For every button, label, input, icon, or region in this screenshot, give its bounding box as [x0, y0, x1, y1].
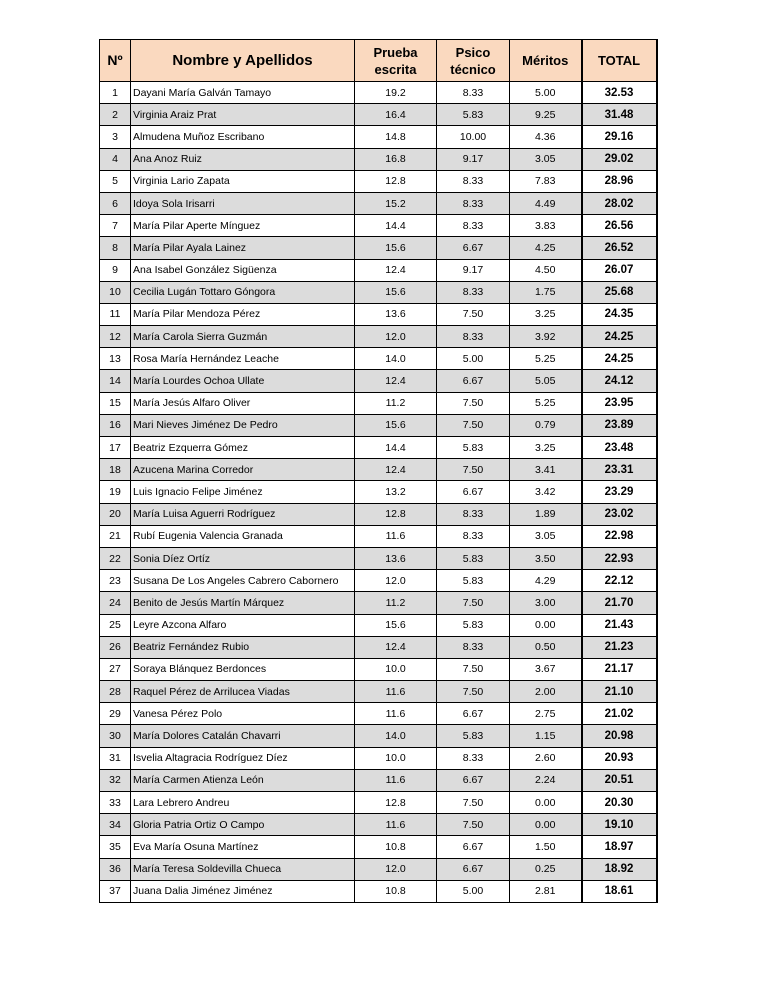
table-body	[100, 82, 657, 903]
written-score: 10.0	[355, 658, 437, 680]
candidate-name: Susana De Los Angeles Cabrero Cabornero	[131, 570, 355, 592]
merits-score: 3.83	[510, 215, 582, 237]
total-score: 20.51	[582, 769, 657, 791]
table-row	[100, 104, 657, 126]
row-number: 20	[100, 503, 131, 525]
psycho-score: 8.33	[437, 192, 510, 214]
written-score: 12.8	[355, 170, 437, 192]
row-number: 13	[100, 348, 131, 370]
written-score: 14.8	[355, 126, 437, 148]
header-name: Nombre y Apellidos	[131, 40, 355, 82]
row-number: 23	[100, 570, 131, 592]
merits-score: 3.25	[510, 303, 582, 325]
candidate-name: Virginia Araiz Prat	[131, 104, 355, 126]
table-row	[100, 525, 657, 547]
written-score: 11.6	[355, 525, 437, 547]
total-score: 24.25	[582, 326, 657, 348]
merits-score: 0.00	[510, 814, 582, 836]
table-row	[100, 392, 657, 414]
written-score: 12.8	[355, 792, 437, 814]
written-score: 11.6	[355, 769, 437, 791]
table-row	[100, 437, 657, 459]
psycho-score: 6.67	[437, 703, 510, 725]
psycho-score: 8.33	[437, 170, 510, 192]
psycho-score: 8.33	[437, 326, 510, 348]
psycho-score: 7.50	[437, 414, 510, 436]
candidate-name: María Lourdes Ochoa Ullate	[131, 370, 355, 392]
candidate-name: Sonia Díez Ortíz	[131, 547, 355, 569]
merits-score: 0.00	[510, 792, 582, 814]
merits-score: 3.05	[510, 525, 582, 547]
written-score: 13.6	[355, 303, 437, 325]
written-score: 11.6	[355, 703, 437, 725]
psycho-score: 5.83	[437, 104, 510, 126]
total-score: 26.52	[582, 237, 657, 259]
psycho-score: 7.50	[437, 592, 510, 614]
candidate-name: Luis Ignacio Felipe Jiménez	[131, 481, 355, 503]
merits-score: 4.25	[510, 237, 582, 259]
row-number: 7	[100, 215, 131, 237]
merits-score: 5.05	[510, 370, 582, 392]
written-score: 19.2	[355, 82, 437, 104]
psycho-score: 6.67	[437, 370, 510, 392]
table-row	[100, 547, 657, 569]
total-score: 28.02	[582, 192, 657, 214]
candidate-name: Virginia Lario Zapata	[131, 170, 355, 192]
merits-score: 4.36	[510, 126, 582, 148]
psycho-score: 8.33	[437, 503, 510, 525]
merits-score: 1.89	[510, 503, 582, 525]
table-row	[100, 281, 657, 303]
total-score: 22.98	[582, 525, 657, 547]
row-number: 3	[100, 126, 131, 148]
header-written-line1: Prueba	[373, 44, 418, 60]
total-score: 26.56	[582, 215, 657, 237]
total-score: 21.43	[582, 614, 657, 636]
row-number: 30	[100, 725, 131, 747]
table-row	[100, 725, 657, 747]
candidate-name: Mari Nieves Jiménez De Pedro	[131, 414, 355, 436]
candidate-name: Vanesa Pérez Polo	[131, 703, 355, 725]
total-score: 28.96	[582, 170, 657, 192]
table-row	[100, 858, 657, 880]
merits-score: 0.50	[510, 636, 582, 658]
total-score: 19.10	[582, 814, 657, 836]
psycho-score: 8.33	[437, 747, 510, 769]
table-row	[100, 703, 657, 725]
table-row	[100, 459, 657, 481]
table-row	[100, 481, 657, 503]
merits-score: 1.15	[510, 725, 582, 747]
candidate-name: Cecilia Lugán Tottaro Góngora	[131, 281, 355, 303]
psycho-score: 10.00	[437, 126, 510, 148]
psycho-score: 6.67	[437, 769, 510, 791]
row-number: 19	[100, 481, 131, 503]
total-score: 23.31	[582, 459, 657, 481]
written-score: 11.6	[355, 814, 437, 836]
merits-score: 0.00	[510, 614, 582, 636]
row-number: 5	[100, 170, 131, 192]
candidate-name: María Carola Sierra Guzmán	[131, 326, 355, 348]
psycho-score: 5.83	[437, 725, 510, 747]
psycho-score: 8.33	[437, 281, 510, 303]
total-score: 24.12	[582, 370, 657, 392]
merits-score: 2.00	[510, 681, 582, 703]
written-score: 12.0	[355, 326, 437, 348]
written-score: 15.6	[355, 414, 437, 436]
merits-score: 3.42	[510, 481, 582, 503]
candidate-name: Isvelia Altagracia Rodríguez Díez	[131, 747, 355, 769]
merits-score: 1.50	[510, 836, 582, 858]
written-score: 13.2	[355, 481, 437, 503]
table-row	[100, 215, 657, 237]
total-score: 21.23	[582, 636, 657, 658]
table-row	[100, 503, 657, 525]
candidate-name: Azucena Marina Corredor	[131, 459, 355, 481]
total-score: 29.16	[582, 126, 657, 148]
written-score: 10.8	[355, 836, 437, 858]
merits-score: 2.75	[510, 703, 582, 725]
header-written-test	[355, 40, 437, 82]
row-number: 8	[100, 237, 131, 259]
row-number: 37	[100, 880, 131, 902]
candidate-name: Lara Lebrero Andreu	[131, 792, 355, 814]
merits-score: 7.83	[510, 170, 582, 192]
written-score: 15.6	[355, 237, 437, 259]
written-score: 12.4	[355, 259, 437, 281]
candidate-name: María Jesús Alfaro Oliver	[131, 392, 355, 414]
header-written-line2: escrita	[374, 61, 417, 77]
header-psycho-line2: técnico	[450, 61, 496, 77]
table-row	[100, 747, 657, 769]
merits-score: 5.25	[510, 348, 582, 370]
candidate-name: Gloria Patria Ortiz O Campo	[131, 814, 355, 836]
candidate-name: María Dolores Catalán Chavarri	[131, 725, 355, 747]
psycho-score: 5.83	[437, 570, 510, 592]
table-row	[100, 814, 657, 836]
table-row	[100, 326, 657, 348]
psycho-score: 8.33	[437, 215, 510, 237]
written-score: 12.4	[355, 459, 437, 481]
psycho-score: 8.33	[437, 636, 510, 658]
row-number: 1	[100, 82, 131, 104]
total-score: 22.93	[582, 547, 657, 569]
total-score: 20.30	[582, 792, 657, 814]
merits-score: 2.24	[510, 769, 582, 791]
written-score: 11.6	[355, 681, 437, 703]
row-number: 9	[100, 259, 131, 281]
row-number: 18	[100, 459, 131, 481]
total-score: 23.02	[582, 503, 657, 525]
row-number: 11	[100, 303, 131, 325]
row-number: 26	[100, 636, 131, 658]
psycho-score: 7.50	[437, 392, 510, 414]
written-score: 12.4	[355, 370, 437, 392]
psycho-score: 7.50	[437, 681, 510, 703]
written-score: 16.8	[355, 148, 437, 170]
psycho-score: 9.17	[437, 148, 510, 170]
written-score: 12.8	[355, 503, 437, 525]
row-number: 29	[100, 703, 131, 725]
candidate-name: Beatriz Fernández Rubio	[131, 636, 355, 658]
results-table	[99, 39, 658, 903]
merits-score: 3.50	[510, 547, 582, 569]
header-row	[100, 40, 657, 82]
psycho-score: 6.67	[437, 237, 510, 259]
candidate-name: Eva María Osuna Martínez	[131, 836, 355, 858]
psycho-score: 9.17	[437, 259, 510, 281]
candidate-name: María Pilar Mendoza Pérez	[131, 303, 355, 325]
candidate-name: Ana Isabel González Sigüenza	[131, 259, 355, 281]
table-row	[100, 237, 657, 259]
table-row	[100, 658, 657, 680]
total-score: 24.25	[582, 348, 657, 370]
table-row	[100, 880, 657, 902]
table-row	[100, 82, 657, 104]
psycho-score: 6.67	[437, 481, 510, 503]
psycho-score: 7.50	[437, 459, 510, 481]
merits-score: 3.92	[510, 326, 582, 348]
total-score: 20.98	[582, 725, 657, 747]
row-number: 33	[100, 792, 131, 814]
total-score: 21.70	[582, 592, 657, 614]
table-row	[100, 769, 657, 791]
row-number: 28	[100, 681, 131, 703]
candidate-name: Juana Dalia Jiménez Jiménez	[131, 880, 355, 902]
candidate-name: Raquel Pérez de Arrilucea Viadas	[131, 681, 355, 703]
row-number: 36	[100, 858, 131, 880]
merits-score: 3.05	[510, 148, 582, 170]
row-number: 25	[100, 614, 131, 636]
total-score: 23.89	[582, 414, 657, 436]
merits-score: 5.00	[510, 82, 582, 104]
total-score: 18.92	[582, 858, 657, 880]
table-row	[100, 614, 657, 636]
total-score: 20.93	[582, 747, 657, 769]
candidate-name: Leyre Azcona Alfaro	[131, 614, 355, 636]
written-score: 15.2	[355, 192, 437, 214]
table-row	[100, 148, 657, 170]
total-score: 31.48	[582, 104, 657, 126]
total-score: 23.29	[582, 481, 657, 503]
psycho-score: 6.67	[437, 858, 510, 880]
written-score: 15.6	[355, 281, 437, 303]
total-score: 24.35	[582, 303, 657, 325]
psycho-score: 5.00	[437, 880, 510, 902]
written-score: 11.2	[355, 592, 437, 614]
table-row	[100, 592, 657, 614]
total-score: 23.48	[582, 437, 657, 459]
merits-score: 3.25	[510, 437, 582, 459]
header-psychotechnical	[437, 40, 510, 82]
candidate-name: Beatriz Ezquerra Gómez	[131, 437, 355, 459]
header-total: TOTAL	[582, 40, 657, 82]
merits-score: 2.81	[510, 880, 582, 902]
table-row	[100, 170, 657, 192]
row-number: 6	[100, 192, 131, 214]
written-score: 14.4	[355, 437, 437, 459]
row-number: 14	[100, 370, 131, 392]
table-row	[100, 681, 657, 703]
merits-score: 0.79	[510, 414, 582, 436]
written-score: 10.0	[355, 747, 437, 769]
psycho-score: 5.83	[437, 437, 510, 459]
total-score: 18.61	[582, 880, 657, 902]
written-score: 16.4	[355, 104, 437, 126]
candidate-name: María Pilar Ayala Lainez	[131, 237, 355, 259]
table-row	[100, 259, 657, 281]
psycho-score: 5.83	[437, 614, 510, 636]
candidate-name: Benito de Jesús Martín Márquez	[131, 592, 355, 614]
candidate-name: María Luisa Aguerri Rodríguez	[131, 503, 355, 525]
row-number: 16	[100, 414, 131, 436]
psycho-score: 7.50	[437, 303, 510, 325]
row-number: 15	[100, 392, 131, 414]
psycho-score: 5.83	[437, 547, 510, 569]
row-number: 21	[100, 525, 131, 547]
total-score: 25.68	[582, 281, 657, 303]
row-number: 4	[100, 148, 131, 170]
table-row	[100, 792, 657, 814]
row-number: 31	[100, 747, 131, 769]
candidate-name: Almudena Muñoz Escribano	[131, 126, 355, 148]
row-number: 24	[100, 592, 131, 614]
candidate-name: Rubí Eugenia Valencia Granada	[131, 525, 355, 547]
header-psycho-line1: Psico	[455, 44, 491, 60]
merits-score: 4.50	[510, 259, 582, 281]
psycho-score: 5.00	[437, 348, 510, 370]
candidate-name: María Pilar Aperte Mínguez	[131, 215, 355, 237]
written-score: 11.2	[355, 392, 437, 414]
candidate-name: Soraya Blánquez Berdonces	[131, 658, 355, 680]
psycho-score: 7.50	[437, 814, 510, 836]
table-row	[100, 192, 657, 214]
table-row	[100, 126, 657, 148]
written-score: 12.0	[355, 570, 437, 592]
row-number: 2	[100, 104, 131, 126]
table-row	[100, 570, 657, 592]
row-number: 17	[100, 437, 131, 459]
row-number: 32	[100, 769, 131, 791]
total-score: 21.02	[582, 703, 657, 725]
table-row	[100, 414, 657, 436]
total-score: 18.97	[582, 836, 657, 858]
merits-score: 3.41	[510, 459, 582, 481]
table-row	[100, 836, 657, 858]
table-row	[100, 303, 657, 325]
psycho-score: 8.33	[437, 525, 510, 547]
written-score: 12.4	[355, 636, 437, 658]
merits-score: 4.29	[510, 570, 582, 592]
total-score: 22.12	[582, 570, 657, 592]
row-number: 27	[100, 658, 131, 680]
table-row	[100, 370, 657, 392]
written-score: 10.8	[355, 880, 437, 902]
written-score: 13.6	[355, 547, 437, 569]
total-score: 29.02	[582, 148, 657, 170]
written-score: 14.4	[355, 215, 437, 237]
total-score: 21.17	[582, 658, 657, 680]
header-number: Nº	[100, 40, 131, 82]
candidate-name: Rosa María Hernández Leache	[131, 348, 355, 370]
total-score: 32.53	[582, 82, 657, 104]
merits-score: 2.60	[510, 747, 582, 769]
merits-score: 4.49	[510, 192, 582, 214]
candidate-name: María Teresa Soldevilla Chueca	[131, 858, 355, 880]
table-row	[100, 348, 657, 370]
row-number: 10	[100, 281, 131, 303]
candidate-name: Idoya Sola Irisarri	[131, 192, 355, 214]
total-score: 26.07	[582, 259, 657, 281]
row-number: 22	[100, 547, 131, 569]
written-score: 12.0	[355, 858, 437, 880]
merits-score: 5.25	[510, 392, 582, 414]
merits-score: 9.25	[510, 104, 582, 126]
header-merits: Méritos	[510, 40, 582, 82]
merits-score: 0.25	[510, 858, 582, 880]
psycho-score: 6.67	[437, 836, 510, 858]
psycho-score: 8.33	[437, 82, 510, 104]
row-number: 12	[100, 326, 131, 348]
row-number: 35	[100, 836, 131, 858]
psycho-score: 7.50	[437, 658, 510, 680]
merits-score: 3.67	[510, 658, 582, 680]
psycho-score: 7.50	[437, 792, 510, 814]
row-number: 34	[100, 814, 131, 836]
merits-score: 3.00	[510, 592, 582, 614]
candidate-name: María Carmen Atienza León	[131, 769, 355, 791]
merits-score: 1.75	[510, 281, 582, 303]
written-score: 15.6	[355, 614, 437, 636]
candidate-name: Dayani María Galván Tamayo	[131, 82, 355, 104]
written-score: 14.0	[355, 348, 437, 370]
total-score: 21.10	[582, 681, 657, 703]
candidate-name: Ana Anoz Ruiz	[131, 148, 355, 170]
table-row	[100, 636, 657, 658]
total-score: 23.95	[582, 392, 657, 414]
written-score: 14.0	[355, 725, 437, 747]
